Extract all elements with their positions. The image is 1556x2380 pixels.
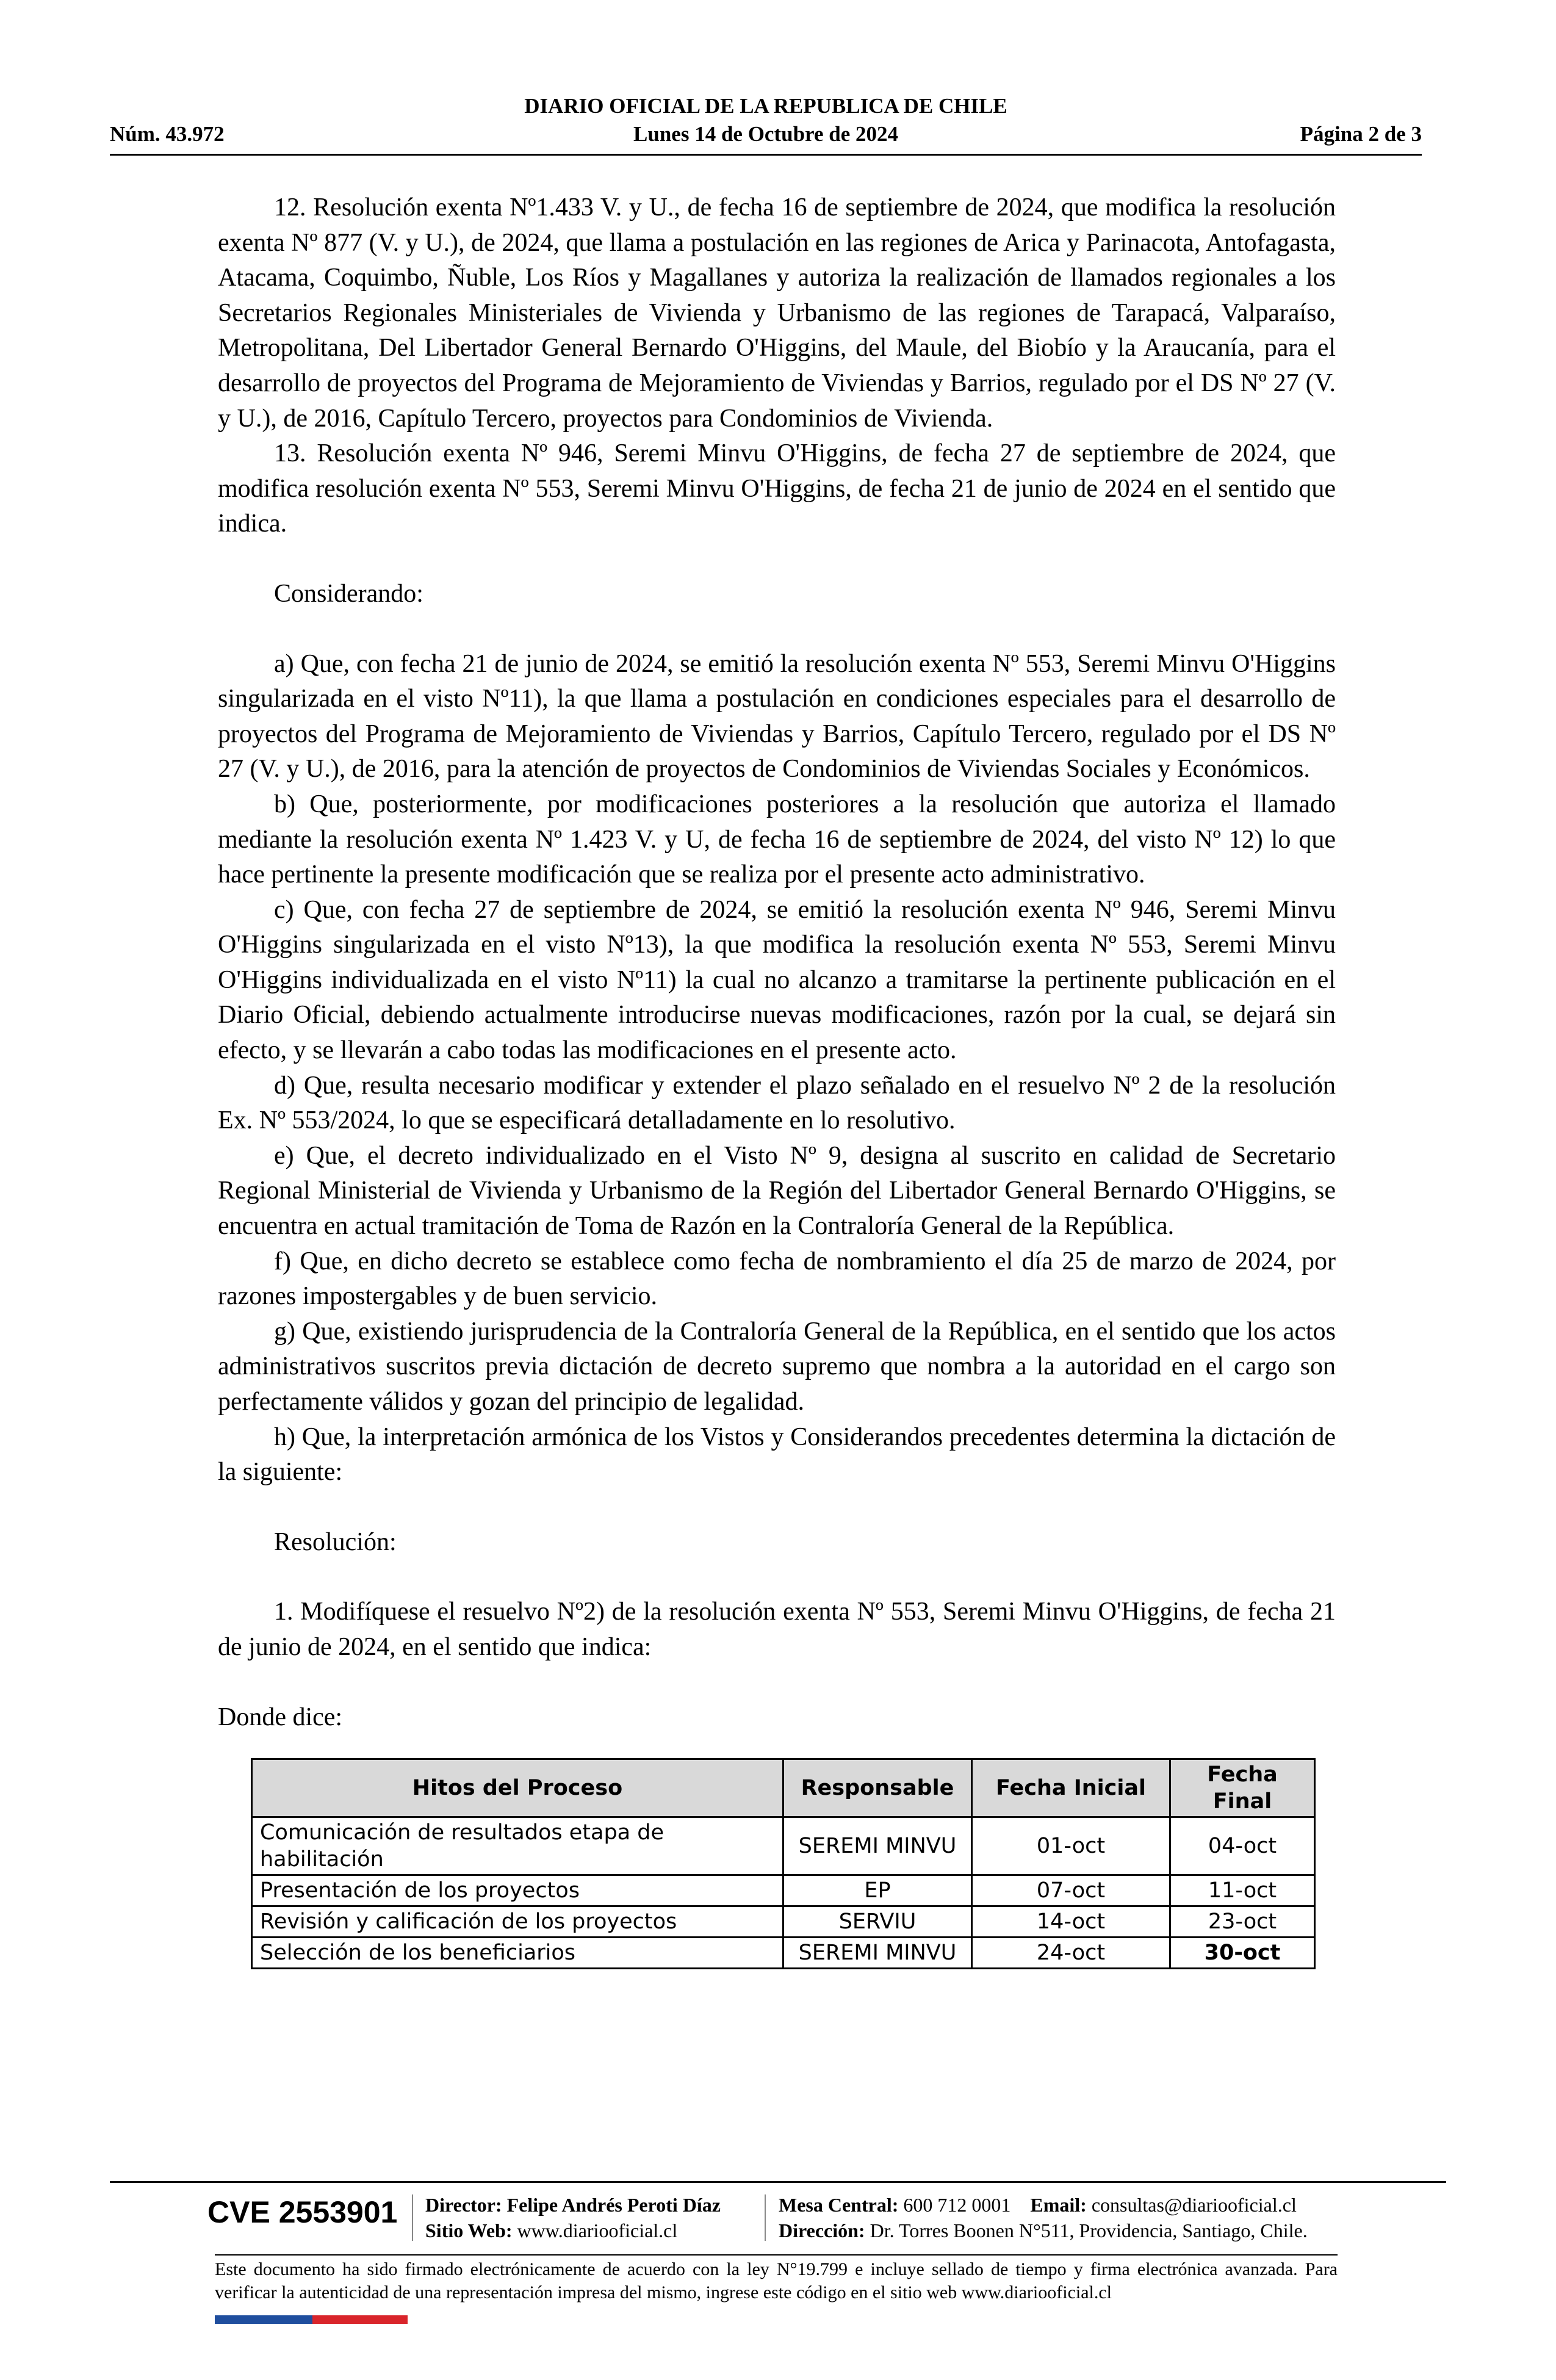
considerando-f: f) Que, en dicho decreto se establece como fecha de nombramiento el día 25 de marzo de 2024, por razones impostergables y de buen servicio. [218,1247,1336,1311]
cell-responsable: EP [783,1875,972,1906]
gazette-title: DIARIO OFICIAL DE LA REPUBLICA DE CHILE [524,94,1007,118]
process-milestones-table [251,1758,1316,1969]
cell-fecha-inicial: 14-oct [972,1906,1170,1938]
flag-bar-blue [215,2315,312,2324]
cell-hito: Revisión y calificación de los proyectos [252,1906,783,1938]
address-label: Dirección: [779,2220,865,2241]
cell-fecha-final: 23-oct [1170,1906,1315,1938]
considerando-a: a) Que, con fecha 21 de junio de 2024, se emitió la resolución exenta Nº 553, Seremi Minvu O'Higgins singularizada en el visto Nº11), la que llama a postulación en condiciones especiales para el desarrollo de proyectos del Programa de Mejoramiento de Viviendas y Barrios, Capítulo Tercero, regulado por el DS Nº 27 (V. y U.), de 2016, para la atención de proyectos de Condominios de Viviendas Sociales y Económicos. [218,649,1336,784]
email-label: Email: [1030,2194,1087,2216]
cell-hito: Presentación de los proyectos [252,1875,783,1906]
footer-divider [110,2181,1446,2183]
footer-separator [765,2194,766,2241]
footer-contact-block [779,2192,1308,2243]
footer-note-divider [215,2254,1338,2256]
email-address[interactable]: consultas@diariooficial.cl [1091,2194,1297,2216]
considerando-e: e) Que, el decreto individualizado en el Visto Nº 9, designa al suscrito en calidad de Secretario Regional Ministerial de Vivienda y Urbanismo de la Región del Libertador General Bernardo O'Higgins, se encuentra en actual tramitación de Toma de Razón en la Contraloría General de la República. [218,1141,1336,1241]
cell-fecha-inicial: 07-oct [972,1875,1170,1906]
cell-hito: Selección de los beneficiarios [252,1938,783,1969]
table-row [252,1906,1315,1938]
col-header-responsable: Responsable [783,1759,972,1817]
flag-bar-red [312,2315,408,2324]
cell-fecha-final: 30-oct [1170,1938,1315,1969]
site-url[interactable]: www.diariooficial.cl [517,2220,678,2241]
footer-separator [412,2194,413,2241]
cell-responsable: SEREMI MINVU [783,1817,972,1875]
visto-13: 13. Resolución exenta Nº 946, Seremi Minvu O'Higgins, de fecha 27 de septiembre de 2024, que modifica resolución exenta Nº 553, Seremi Minvu O'Higgins, de fecha 21 de junio de 2024 en el sentido que indica. [218,439,1336,538]
footer-director-block [425,2192,721,2243]
col-header-hitos: Hitos del Proceso [252,1759,783,1817]
table-row [252,1817,1315,1875]
cve-code: CVE 2553901 [207,2195,398,2229]
considerando-h: h) Que, la interpretación armónica de los Vistos y Considerandos precedentes determina la dictación de la siguiente: [218,1423,1336,1487]
col-header-fecha-inicial: Fecha Inicial [972,1759,1170,1817]
site-label: Sitio Web: [425,2220,513,2241]
considerando-c: c) Que, con fecha 27 de septiembre de 2024, se emitió la resolución exenta Nº 946, Seremi Minvu O'Higgins singularizada en el visto Nº13), la que modifica la resolución exenta Nº 553, Seremi Minvu O'Higgins individualizada en el visto Nº11) la cual no alcanzo a tramitarse la pertinente publicación en el Diario Oficial, debiendo actualmente introducirse nuevas modificaciones, razón por la cual, se dejará sin efecto, y se llevarán a cabo todas las modificaciones en el presente acto. [218,895,1336,1065]
considerando-heading: Considerando: [274,579,423,608]
address-text: Dr. Torres Boonen N°511, Providencia, Santiago, Chile. [870,2220,1308,2241]
issue-date: Lunes 14 de Octubre de 2024 [633,122,898,146]
table-row [252,1938,1315,1969]
director-label: Director: [425,2194,502,2216]
cell-fecha-inicial: 24-oct [972,1938,1170,1969]
cell-fecha-final: 04-oct [1170,1817,1315,1875]
cell-fecha-final: 11-oct [1170,1875,1315,1906]
page-header [110,92,1422,153]
director-name: Felipe Andrés Peroti Díaz [506,2194,721,2216]
cell-fecha-inicial: 01-oct [972,1817,1170,1875]
considerando-g: g) Que, existiendo jurisprudencia de la Contraloría General de la República, en el sentido que los actos administrativos suscritos previa dictación de decreto supremo que nombra a la autoridad en el cargo son perfectamente válidos y gozan del principio de legalidad. [218,1317,1336,1416]
col-header-fecha-final: Fecha Final [1170,1759,1315,1817]
issue-number: Núm. 43.972 [110,122,225,146]
header-divider [110,154,1422,156]
electronic-signature-note: Este documento ha sido firmado electrónicamente de acuerdo con la ley N°19.799 e incluye sellado de tiempo y firma electrónica avanzada. Para verificar la autenticidad de una representación impresa del mismo, ingrese este código en el sitio web www.diariooficial.cl [215,2259,1338,2302]
visto-12: 12. Resolución exenta Nº1.433 V. y U., de fecha 16 de septiembre de 2024, que modifica la resolución exenta Nº 877 (V. y U.), de 2024, que llama a postulación en las regiones de Arica y Parinacota, Antofagasta, Atacama, Coquimbo, Ñuble, Los Ríos y Magallanes y autoriza la realización de llamados regionales a los Secretarios Regionales Ministeriales de Vivienda y Urbanismo de las regiones de Tarapacá, Valparaíso, Metropolitana, Del Libertador General Bernardo O'Higgins, del Maule, del Biobío y la Araucanía, para el desarrollo de proyectos del Programa de Mejoramiento de Viviendas y Barrios, regulado por el DS Nº 27 (V. y U.), de 2016, Capítulo Tercero, proyectos para Condominios de Vivienda. [218,193,1336,433]
resuelvo-1: 1. Modifíquese el resuelvo Nº2) de la resolución exenta Nº 553, Seremi Minvu O'Higgins, de fecha 21 de junio de 2024, en el sentido que indica: [218,1598,1336,1661]
table-row [252,1875,1315,1906]
considerando-b: b) Que, posteriormente, por modificaciones posteriores a la resolución que autoriza el llamado mediante la resolución exenta Nº 1.423 V. y U, de fecha 16 de septiembre de 2024, del visto Nº 12) lo que hace pertinente la presente modificación que se realiza por el presente acto administrativo. [218,790,1336,889]
cell-responsable: SERVIU [783,1906,972,1938]
considerando-d: d) Que, resulta necesario modificar y extender el plazo señalado en el resuelvo Nº 2 de la resolución Ex. Nº 553/2024, lo que se especificará detalladamente en lo resolutivo. [218,1071,1336,1135]
table-header-row [252,1759,1315,1817]
resolucion-heading: Resolución: [274,1527,397,1556]
cell-responsable: SEREMI MINVU [783,1938,972,1969]
donde-dice-label: Donde dice: [218,1703,343,1731]
document-body [218,190,1336,1969]
cell-hito: Comunicación de resultados etapa de habilitación [252,1817,783,1875]
page-number: Página 2 de 3 [1300,122,1422,146]
mesa-label: Mesa Central: [779,2194,899,2216]
mesa-phone: 600 712 0001 [903,2194,1011,2216]
